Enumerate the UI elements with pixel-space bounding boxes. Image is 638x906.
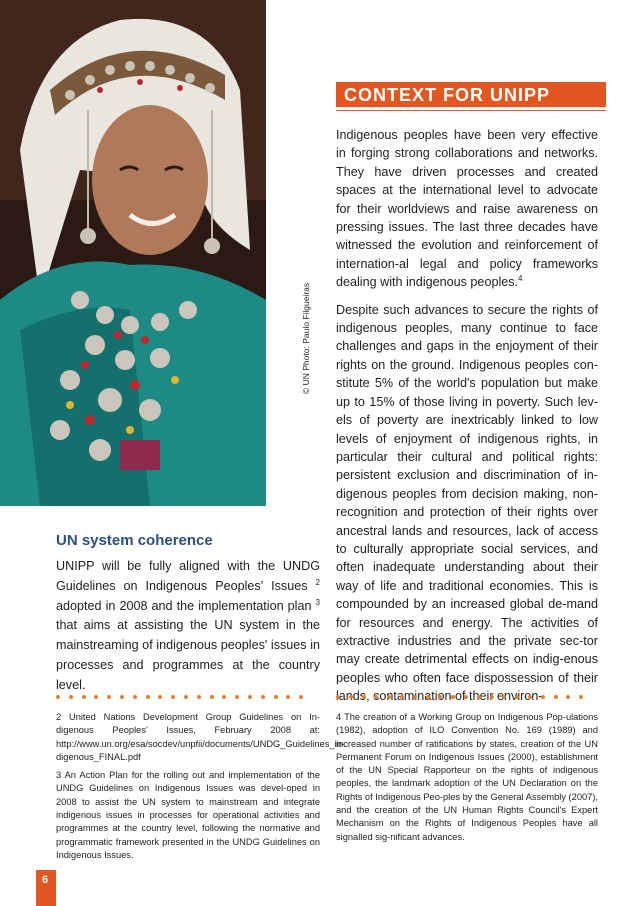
- footnotes-left: [56, 711, 345, 867]
- photo-credit: © UN Photo: Paulo Filgueiras: [301, 282, 311, 394]
- coherence-paragraph: [56, 557, 320, 696]
- coherence-section: [56, 532, 320, 696]
- context-paragraph-1: [336, 126, 598, 292]
- footnote-4: 4 The creation of a Working Group on Indigenous Pop-ulations (1982), adoption of ILO Convention No. 169 (1989) and increased number of ratifications by states, creation of the UN Permanent Forum on Indigenous Issues (2000), establishment of the UN Special Rapporteur on the rights of indigenous peoples, the landmark adoption of the UN Declaration on the Rights of Indigenous Peo-ples by the General Assembly (2007), and the creation of the UN Human Rights Council's Expert Mechanism on the Rights of Indigenous Peoples have all signalled sig-nificant advances.: [336, 712, 599, 842]
- coherence-text-c: that aims at assisting the UN system in the mainstreaming of indigenous peoples' issues in processes and programmes at the country level.: [56, 618, 320, 692]
- woman-in-traditional-dress-photo: [0, 0, 266, 506]
- context-paragraph-2: Despite such advances to secure the rights of indigenous peoples, many continue to face challenges and gaps in the enjoyment of their rights on the ground. Indigenous peoples con-stitute 5% of the world's population but make up to 15% of those living in poverty. Such lev-els of poverty are inextricably linked to low levels of enjoyment of indigenous rights, in particular their cultural and political rights: persistent exclusion and discrimination of in-digenous peoples from decision making, non-recognition and protection of their rights over ancestral lands and resources, lack of access to culturally appropriate social services, and often inadequate understanding about their way of life and traditional economies. This is compounded by an increased global de-mand for resources and energy. The activities of extractive industries and the private sec-tor may create detrimental effects on indig-enous peoples who often face dispossession of their lands, of their environ-: [336, 302, 598, 704]
- context-paragraph-1-text: Indigenous peoples have been very effective in forging strong collaborations and networks. They have driven processes and created spaces at the international level to advocate for their worldviews and raise awareness on pressing issues. The last three decades have witnessed the evolution and reinforcement of internation-al legal and policy frameworks dealing with indigenous peoples.: [336, 128, 598, 290]
- footnote-ref-4: 4: [518, 274, 523, 284]
- footnotes-right: [336, 711, 598, 849]
- coherence-text-a: UNIPP will be fully aligned with the UNDG Guidelines on Indigenous Peoples' Issues: [56, 559, 320, 593]
- context-heading: CONTEXT FOR UNIPP: [336, 82, 606, 107]
- footnote-3: 3 An Action Plan for the rolling out and implementation of the UNDG Guidelines on Indigenous Issues was devel-oped in 2008 to assist the UN system to mainstream and integrate indigenous issues in processes for operational activities and programmes at the country level, following the normative and programmatic framework presented in the UNDG Guidelines on Indigenous Issues.: [56, 770, 320, 860]
- footnote-ref-3: 3: [315, 597, 320, 607]
- coherence-text-b: adopted in 2008 and the implementation plan: [56, 598, 316, 613]
- page-number: 6: [36, 870, 56, 906]
- footnote-ref-2: 2: [315, 577, 320, 587]
- context-body: [336, 126, 598, 715]
- footnote-separator-left: [56, 695, 322, 701]
- coherence-heading: UN system coherence: [56, 532, 213, 549]
- heading-divider: [336, 110, 606, 111]
- footnote-2: 2 United Nations Development Group Guidelines on In-digenous Peoples' Issues, February 2008 at: http://www.un.org/esa/socdev/unpfii/documents/UNDG_Guidelines_in-digenous_FINAL.pdf: [56, 712, 345, 762]
- footnote-separator-right: [336, 695, 602, 701]
